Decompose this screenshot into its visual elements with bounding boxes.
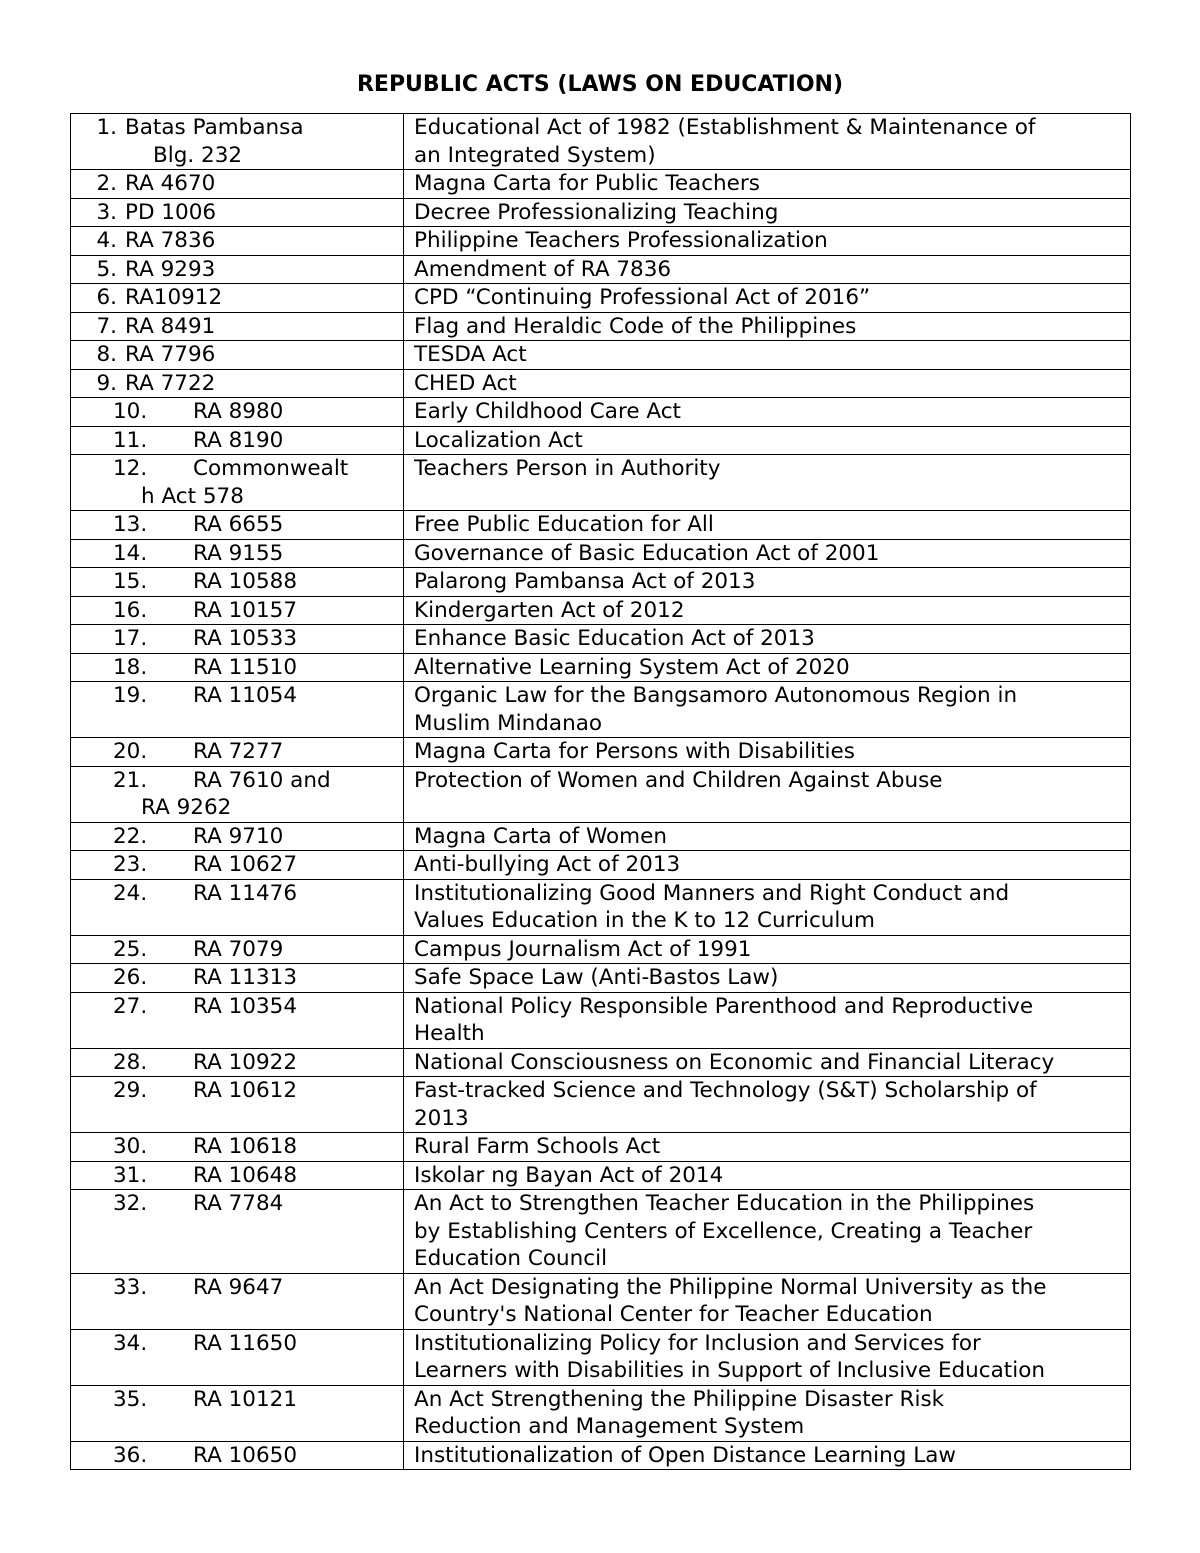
law-description-cell bbox=[404, 1133, 1131, 1162]
law-description-cell bbox=[404, 1048, 1131, 1077]
law-code: RA 6655 bbox=[193, 512, 284, 537]
law-description: Campus Journalism Act of 1991 bbox=[414, 936, 752, 962]
item-number: 29. bbox=[113, 1078, 148, 1103]
law-code-cell bbox=[71, 625, 404, 654]
law-code: Commonwealt bbox=[193, 456, 349, 481]
item-number: 1. bbox=[96, 115, 117, 140]
law-description-cell bbox=[404, 682, 1131, 738]
law-description: Values Education in the K to 12 Curriculum bbox=[414, 908, 875, 933]
law-code: Batas Pambansa bbox=[125, 115, 304, 140]
law-code: RA 9647 bbox=[193, 1274, 284, 1300]
item-number: 25. bbox=[113, 936, 148, 962]
table-row bbox=[71, 455, 1131, 511]
law-description-cell bbox=[404, 227, 1131, 256]
law-code-cell bbox=[71, 284, 404, 313]
law-description: Rural Farm Schools Act bbox=[414, 1134, 661, 1159]
law-code: PD 1006 bbox=[125, 199, 217, 225]
law-description: Magna Carta for Public Teachers bbox=[414, 171, 760, 196]
law-description-cell bbox=[404, 625, 1131, 654]
law-description-cell bbox=[404, 964, 1131, 993]
table-row bbox=[71, 1133, 1131, 1162]
law-code: RA 10922 bbox=[193, 1049, 298, 1075]
item-number: 2. bbox=[96, 171, 117, 196]
item-number: 3. bbox=[96, 199, 117, 225]
item-number: 30. bbox=[113, 1134, 148, 1159]
law-code-cell bbox=[71, 455, 404, 511]
law-code: RA 9293 bbox=[125, 256, 216, 282]
law-description: Decree Professionalizing Teaching bbox=[414, 199, 779, 225]
law-description: Institutionalization of Open Distance Learning Law bbox=[414, 1442, 956, 1468]
law-description: Educational Act of 1982 (Establishment & Maintenance of bbox=[414, 115, 1036, 140]
law-code: RA 10354 bbox=[193, 993, 298, 1019]
item-number: 22. bbox=[113, 823, 148, 849]
law-description: Kindergarten Act of 2012 bbox=[414, 597, 685, 623]
table-row bbox=[71, 1273, 1131, 1329]
law-description: An Act Strengthening the Philippine Disaster Risk bbox=[414, 1386, 945, 1412]
item-number: 13. bbox=[113, 512, 148, 537]
law-description: TESDA Act bbox=[414, 342, 527, 367]
law-code-cell bbox=[71, 1385, 404, 1441]
item-number: 12. bbox=[113, 456, 148, 481]
item-number: 6. bbox=[96, 285, 117, 310]
law-code-cell bbox=[71, 426, 404, 455]
item-number: 26. bbox=[113, 965, 148, 990]
law-code: RA 8491 bbox=[125, 313, 216, 339]
law-description: Flag and Heraldic Code of the Philippines bbox=[414, 313, 857, 339]
table-row bbox=[71, 822, 1131, 851]
law-description-cell bbox=[404, 1385, 1131, 1441]
law-description: Organic Law for the Bangsamoro Autonomous Region in bbox=[414, 683, 1018, 708]
law-description-cell bbox=[404, 879, 1131, 935]
item-number: 34. bbox=[113, 1330, 148, 1356]
law-description: Safe Space Law (Anti-Bastos Law) bbox=[414, 965, 779, 990]
table-row bbox=[71, 227, 1131, 256]
law-code: RA10912 bbox=[125, 285, 223, 310]
law-code: RA 11650 bbox=[193, 1330, 298, 1356]
law-description-cell bbox=[404, 1077, 1131, 1133]
law-code-cell bbox=[71, 398, 404, 427]
law-code: RA 10612 bbox=[193, 1078, 298, 1103]
law-description-cell bbox=[404, 1329, 1131, 1385]
law-code-cell bbox=[71, 596, 404, 625]
law-code: RA 10648 bbox=[193, 1162, 298, 1188]
law-code-cell bbox=[71, 227, 404, 256]
table-row bbox=[71, 1077, 1131, 1133]
law-description-cell bbox=[404, 851, 1131, 880]
law-description-cell bbox=[404, 766, 1131, 822]
law-code-cell bbox=[71, 964, 404, 993]
law-description-cell bbox=[404, 822, 1131, 851]
item-number: 11. bbox=[113, 427, 148, 453]
law-code: RA 8190 bbox=[193, 427, 284, 453]
law-code: RA 10627 bbox=[193, 852, 298, 877]
law-code: RA 11313 bbox=[193, 965, 298, 990]
table-row bbox=[71, 596, 1131, 625]
law-code-continuation bbox=[81, 794, 401, 822]
table-row bbox=[71, 625, 1131, 654]
table-row bbox=[71, 568, 1131, 597]
item-number: 16. bbox=[113, 597, 148, 623]
law-description: Enhance Basic Education Act of 2013 bbox=[414, 626, 815, 651]
law-code-cell bbox=[71, 369, 404, 398]
law-description: National Policy Responsible Parenthood and Reproductive bbox=[414, 993, 1034, 1019]
laws-table bbox=[70, 113, 1131, 1470]
table-row bbox=[71, 879, 1131, 935]
item-number: 15. bbox=[113, 569, 148, 594]
law-description: Fast-tracked Science and Technology (S&T) Scholarship of bbox=[414, 1078, 1037, 1103]
item-number: 27. bbox=[113, 993, 148, 1019]
law-code: RA 10157 bbox=[193, 597, 298, 623]
item-number: 19. bbox=[113, 683, 148, 708]
law-description: 2013 bbox=[414, 1105, 469, 1131]
table-row bbox=[71, 341, 1131, 370]
law-description: Learners with Disabilities in Support of Inclusive Education bbox=[414, 1358, 1045, 1383]
table-row bbox=[71, 539, 1131, 568]
law-description: an Integrated System) bbox=[414, 142, 656, 168]
law-code: RA 10121 bbox=[193, 1386, 298, 1412]
table-row bbox=[71, 1048, 1131, 1077]
law-description-cell bbox=[404, 992, 1131, 1048]
law-description: Magna Carta of Women bbox=[414, 823, 667, 849]
law-code-cell bbox=[71, 1133, 404, 1162]
law-description: Early Childhood Care Act bbox=[414, 399, 681, 424]
law-description: An Act Designating the Philippine Normal University as the bbox=[414, 1274, 1047, 1300]
law-description: Health bbox=[414, 1021, 485, 1046]
table-row bbox=[71, 511, 1131, 540]
law-description: Reduction and Management System bbox=[414, 1414, 805, 1439]
law-code-cell bbox=[71, 1190, 404, 1274]
law-description-cell bbox=[404, 369, 1131, 398]
table-row bbox=[71, 198, 1131, 227]
law-description: An Act to Strengthen Teacher Education in the Philippines bbox=[414, 1191, 1035, 1216]
law-code-cell bbox=[71, 1441, 404, 1470]
law-code-cell bbox=[71, 879, 404, 935]
law-code: RA 8980 bbox=[193, 399, 284, 424]
law-code-line2: Blg. 232 bbox=[153, 142, 243, 168]
document-title: REPUBLIC ACTS (LAWS ON EDUCATION) bbox=[356, 72, 844, 97]
law-description: Country's National Center for Teacher Education bbox=[414, 1302, 933, 1327]
item-number: 4. bbox=[96, 228, 117, 253]
law-description: CHED Act bbox=[414, 370, 517, 396]
law-code-line2: RA 9262 bbox=[141, 795, 232, 820]
law-description: Free Public Education for All bbox=[414, 512, 714, 537]
law-code-cell bbox=[71, 1161, 404, 1190]
table-row bbox=[71, 1329, 1131, 1385]
law-description-cell bbox=[404, 114, 1131, 170]
law-description-cell bbox=[404, 738, 1131, 767]
table-row bbox=[71, 398, 1131, 427]
law-description-cell bbox=[404, 426, 1131, 455]
law-code-cell bbox=[71, 341, 404, 370]
table-row bbox=[71, 653, 1131, 682]
item-number: 9. bbox=[96, 370, 117, 396]
law-description: Philippine Teachers Professionalization bbox=[414, 228, 828, 253]
item-number: 32. bbox=[113, 1191, 148, 1216]
item-number: 28. bbox=[113, 1049, 148, 1075]
table-row bbox=[71, 1161, 1131, 1190]
table-row bbox=[71, 1385, 1131, 1441]
laws-table-body bbox=[71, 114, 1131, 1470]
item-number: 8. bbox=[96, 342, 117, 367]
law-code-cell bbox=[71, 511, 404, 540]
law-description-cell bbox=[404, 284, 1131, 313]
law-description: Amendment of RA 7836 bbox=[414, 256, 672, 282]
item-number: 36. bbox=[113, 1442, 148, 1468]
item-number: 17. bbox=[113, 626, 148, 651]
table-row bbox=[71, 312, 1131, 341]
item-number: 24. bbox=[113, 880, 148, 906]
table-row bbox=[71, 738, 1131, 767]
law-description: Iskolar ng Bayan Act of 2014 bbox=[414, 1162, 724, 1188]
law-code: RA 7836 bbox=[125, 228, 216, 253]
law-code-cell bbox=[71, 935, 404, 964]
law-description-cell bbox=[404, 341, 1131, 370]
law-code-cell bbox=[71, 255, 404, 284]
table-row bbox=[71, 426, 1131, 455]
law-description-cell bbox=[404, 935, 1131, 964]
law-code: RA 9710 bbox=[193, 823, 284, 849]
law-description: Localization Act bbox=[414, 427, 583, 453]
table-row bbox=[71, 255, 1131, 284]
law-description-cell bbox=[404, 511, 1131, 540]
law-code-cell bbox=[71, 1048, 404, 1077]
law-description-cell bbox=[404, 1161, 1131, 1190]
table-row bbox=[71, 114, 1131, 170]
law-description-cell bbox=[404, 539, 1131, 568]
law-description-cell bbox=[404, 596, 1131, 625]
law-code-cell bbox=[71, 170, 404, 199]
law-description: Institutionalizing Good Manners and Right Conduct and bbox=[414, 880, 1010, 906]
law-description: Teachers Person in Authority bbox=[414, 456, 721, 481]
law-code: RA 7079 bbox=[193, 936, 284, 962]
law-description: Magna Carta for Persons with Disabilities bbox=[414, 739, 855, 764]
law-code: RA 7722 bbox=[125, 370, 216, 396]
law-description: Institutionalizing Policy for Inclusion and Services for bbox=[414, 1330, 981, 1356]
table-row bbox=[71, 369, 1131, 398]
item-number: 10. bbox=[113, 399, 148, 424]
law-code: RA 10533 bbox=[193, 626, 298, 651]
law-code-cell bbox=[71, 653, 404, 682]
law-code: RA 9155 bbox=[193, 540, 284, 566]
law-code-cell bbox=[71, 682, 404, 738]
law-description-cell bbox=[404, 312, 1131, 341]
law-description: Anti-bullying Act of 2013 bbox=[414, 852, 681, 877]
law-code-cell bbox=[71, 766, 404, 822]
law-code-cell bbox=[71, 539, 404, 568]
law-description: Education Council bbox=[414, 1246, 608, 1271]
table-row bbox=[71, 935, 1131, 964]
table-row bbox=[71, 851, 1131, 880]
law-code-continuation bbox=[81, 142, 401, 170]
law-code-cell bbox=[71, 312, 404, 341]
law-code-cell bbox=[71, 114, 404, 170]
law-description-cell bbox=[404, 198, 1131, 227]
table-row bbox=[71, 1190, 1131, 1274]
item-number: 35. bbox=[113, 1386, 148, 1412]
law-code: RA 7610 and bbox=[193, 767, 331, 793]
table-row bbox=[71, 964, 1131, 993]
law-code: RA 7796 bbox=[125, 342, 216, 367]
law-description-cell bbox=[404, 255, 1131, 284]
law-code-cell bbox=[71, 992, 404, 1048]
law-description-cell bbox=[404, 653, 1131, 682]
law-code-line2: h Act 578 bbox=[141, 483, 244, 509]
table-row bbox=[71, 1441, 1131, 1470]
law-code: RA 7277 bbox=[193, 739, 284, 764]
item-number: 7. bbox=[96, 313, 117, 339]
item-number: 18. bbox=[113, 654, 148, 680]
item-number: 14. bbox=[113, 540, 148, 566]
table-row bbox=[71, 284, 1131, 313]
law-code-cell bbox=[71, 198, 404, 227]
law-code: RA 7784 bbox=[193, 1191, 284, 1216]
item-number: 33. bbox=[113, 1274, 148, 1300]
law-code: RA 11476 bbox=[193, 880, 298, 906]
table-row bbox=[71, 766, 1131, 822]
item-number: 21. bbox=[113, 767, 148, 793]
law-description-cell bbox=[404, 455, 1131, 511]
law-description-cell bbox=[404, 1273, 1131, 1329]
table-row bbox=[71, 170, 1131, 199]
law-description: CPD “Continuing Professional Act of 2016” bbox=[414, 285, 871, 310]
law-code-cell bbox=[71, 822, 404, 851]
law-description: by Establishing Centers of Excellence, Creating a Teacher bbox=[414, 1218, 1033, 1244]
law-code-cell bbox=[71, 1077, 404, 1133]
law-code: RA 11510 bbox=[193, 654, 298, 680]
item-number: 23. bbox=[113, 852, 148, 877]
law-code-cell bbox=[71, 851, 404, 880]
law-description: Protection of Women and Children Against Abuse bbox=[414, 767, 943, 793]
law-description-cell bbox=[404, 170, 1131, 199]
law-description: Alternative Learning System Act of 2020 bbox=[414, 654, 850, 680]
law-description: Governance of Basic Education Act of 2001 bbox=[414, 540, 880, 566]
item-number: 5. bbox=[96, 256, 117, 282]
law-code-cell bbox=[71, 1273, 404, 1329]
law-code: RA 10588 bbox=[193, 569, 298, 594]
law-description-cell bbox=[404, 398, 1131, 427]
table-row bbox=[71, 992, 1131, 1048]
law-description: Muslim Mindanao bbox=[414, 710, 603, 736]
law-description-cell bbox=[404, 568, 1131, 597]
law-description: National Consciousness on Economic and Financial Literacy bbox=[414, 1049, 1055, 1075]
law-code: RA 4670 bbox=[125, 171, 216, 196]
item-number: 20. bbox=[113, 739, 148, 764]
law-code-cell bbox=[71, 738, 404, 767]
law-description-cell bbox=[404, 1441, 1131, 1470]
law-code-cell bbox=[71, 1329, 404, 1385]
law-description-cell bbox=[404, 1190, 1131, 1274]
law-code: RA 11054 bbox=[193, 683, 298, 708]
law-description: Palarong Pambansa Act of 2013 bbox=[414, 569, 756, 594]
law-code: RA 10618 bbox=[193, 1134, 298, 1159]
law-code-continuation bbox=[81, 483, 401, 511]
law-code: RA 10650 bbox=[193, 1442, 298, 1468]
item-number: 31. bbox=[113, 1162, 148, 1188]
table-row bbox=[71, 682, 1131, 738]
law-code-cell bbox=[71, 568, 404, 597]
